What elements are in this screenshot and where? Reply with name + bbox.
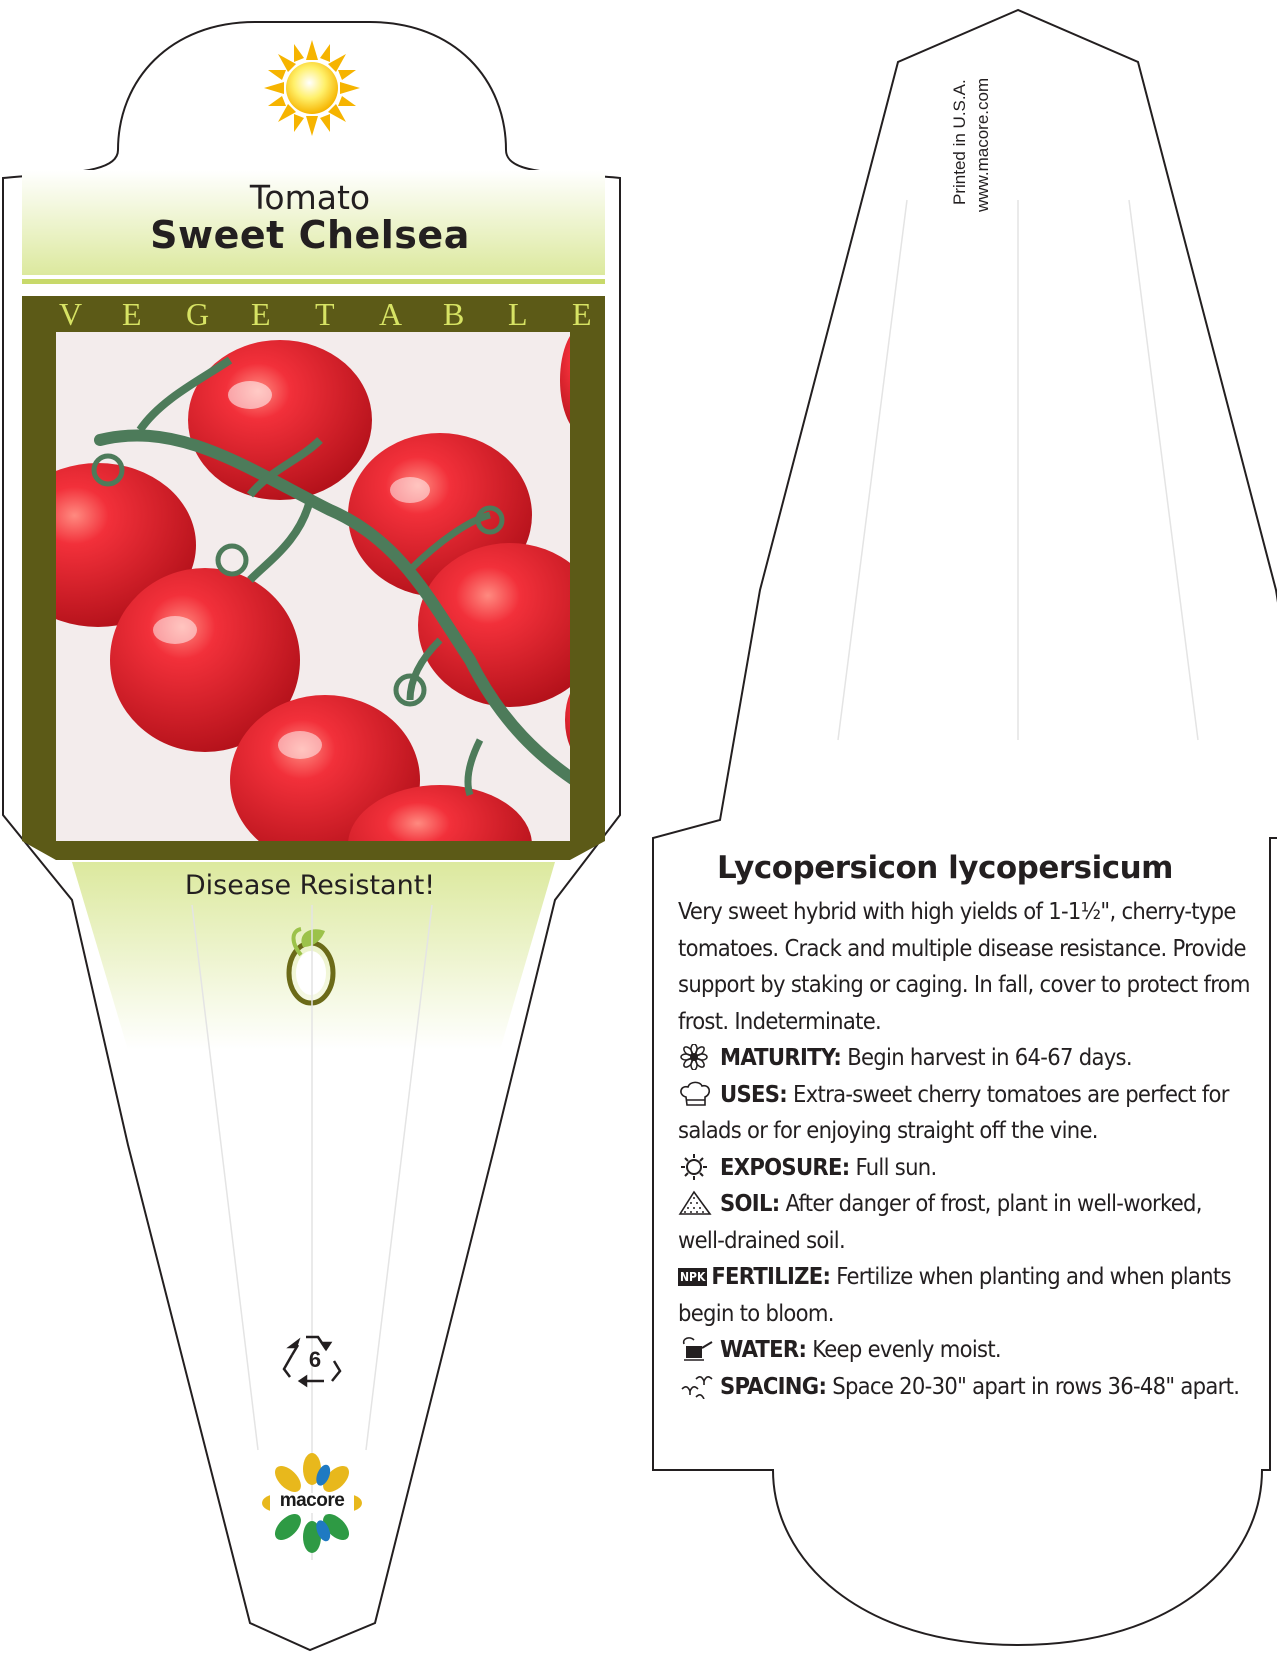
watering-can-icon: [678, 1336, 716, 1362]
care-label: SPACING:: [720, 1371, 827, 1400]
care-row-spacing: [678, 1368, 1253, 1405]
category-letter: V: [59, 296, 83, 332]
care-row-maturity: [678, 1039, 1253, 1076]
care-row-exposure: [678, 1149, 1253, 1186]
category-letter: G: [186, 296, 210, 332]
category-letter: B: [443, 296, 465, 332]
npk-icon: NPK: [680, 1270, 706, 1284]
care-row-soil: [678, 1185, 1253, 1258]
care-label: USES:: [720, 1079, 788, 1108]
care-text: Space 20-30" apart in rows 36-48" apart.: [832, 1371, 1240, 1400]
care-text: After danger of frost, plant in well-worked, well-drained soil.: [678, 1189, 1202, 1254]
feature-text: Disease Resistant!: [184, 870, 436, 901]
flower-icon: [678, 1044, 716, 1070]
category-label: [22, 296, 605, 332]
care-row-water: [678, 1331, 1253, 1368]
category-letter: E: [572, 296, 592, 332]
care-text: Fertilize when planting and when plants begin to bloom.: [678, 1262, 1231, 1327]
recycle-code: 6: [308, 1347, 322, 1372]
sun-icon: [264, 40, 360, 136]
care-label: EXPOSURE:: [720, 1152, 850, 1181]
description: Very sweet hybrid with high yields of 1-1½", cherry-type tomatoes. Crack and multiple disease resistance. Provide support by staking or caging. In fall, cover to protect from frost. Indeterminate.: [678, 897, 1250, 1035]
care-text: Full sun.: [855, 1152, 937, 1181]
common-name: Tomato: [249, 178, 371, 217]
category-letter: T: [315, 296, 335, 332]
chef-hat-icon: [678, 1081, 716, 1107]
care-text: Keep evenly moist.: [812, 1335, 1001, 1363]
variety-name: Sweet Chelsea: [150, 213, 470, 257]
care-text: Extra-sweet cherry tomatoes are perfect for salads or for enjoying straight off the vine.: [678, 1079, 1229, 1144]
care-text: Begin harvest in 64-67 days.: [847, 1043, 1132, 1071]
care-label: WATER:: [720, 1335, 807, 1363]
care-label: SOIL:: [720, 1189, 780, 1217]
care-row-fertilize: [678, 1258, 1253, 1331]
brand-name: macore: [279, 1490, 345, 1511]
care-row-uses: [678, 1076, 1253, 1149]
botanical-name: Lycopersicon lycopersicum: [717, 850, 1173, 886]
sun-outline-icon: [678, 1154, 716, 1180]
seedlings-icon: [678, 1373, 716, 1399]
care-label: FERTILIZE:: [711, 1262, 831, 1290]
category-letter: E: [251, 296, 271, 332]
soil-pile-icon: [678, 1190, 716, 1216]
website-label: www.macore.com: [973, 77, 992, 212]
category-letter: A: [379, 296, 403, 332]
printed-in-label: Printed in U.S.A.: [950, 79, 969, 205]
category-letter: E: [122, 296, 142, 332]
care-label: MATURITY:: [720, 1043, 842, 1071]
care-instructions: [678, 893, 1253, 1404]
tomato-photo: [0, 325, 610, 905]
category-letter: L: [508, 296, 528, 332]
